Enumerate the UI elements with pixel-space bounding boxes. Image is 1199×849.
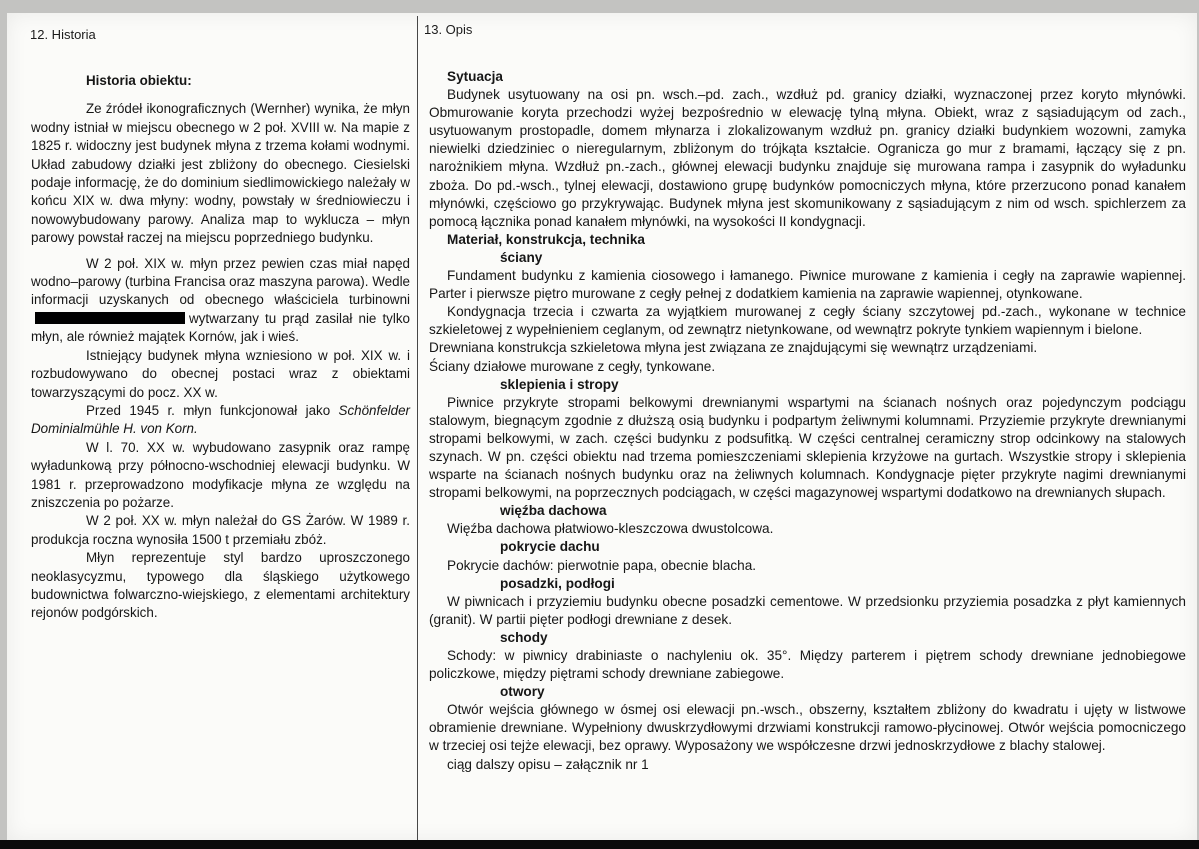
history-paragraph-4: [31, 402, 410, 439]
history-paragraph-7: Młyn reprezentuje styl bardzo uproszczonego neoklasycyzmu, typowego dla śląskiego użytkowego budownictwa folwarczno-wiejskiego, z elementami architektury rejonów podgórskich.: [31, 550, 410, 621]
page-number-right: 13. Opis: [424, 22, 473, 37]
paragraph-sytuacja: Budynek usytuowany na osi pn. wsch.–pd. zach., wzdłuż pd. granicy działki, wyznaczonej przez koryto młynówki. Obmurowanie koryta przechodzi wyżej bezpośrednio w elewację tylną młyna. Obiekt, wraz z sąsiadującym od zach., usytuowanym prostopadle, domem młynarza i zlokalizowanym wzdłuż pn. granicy działki budynkiem wozowni, zamyka niewielki dziedziniec o nieregularnym, zbliżonym do trójkąta kształcie. Ogranicza go mur z bramami, łączący się z pn. narożnikiem młyna. Wzdłuż pn.-zach., głównej elewacji budynku znajduje się murowana rampa i zasypnik do wyładunku zboża. Do pd.-wsch., tylnej elewacji, dostawiono grupę budynków pomocniczych młyna, które przerzucono ponad kanałem młynówki, częściowo go przykrywając. Budynek młyna jest skomunikowany z sąsiadującym z nim od wsch. spichlerzem za pomocą łącznika ponad kanałem młynówki, na wysokości II kondygnacji.: [429, 87, 1186, 229]
history-paragraph-2: [31, 255, 410, 347]
paragraph-posadzki: W piwnicach i przyziemiu budynku obecne posadzki cementowe. W przedsionku przyziemia posadzka z płyt kamiennych (granit). W partii pięter podłogi drewniane z desek.: [429, 593, 1186, 627]
paragraph-otwory: Otwór wejścia głównego w ósmej osi elewacji pn.-wsch., obszerny, kształtem zbliżony do kwadratu i ujęty w listwowe obramienie drewniane. Wypełniony dwuskrzydłowymi drzwiami konstrukcji ramowo-płycinowej. Otwór wejścia pomocniczego w trzeciej osi tejże elewacji, bez oprawy. Wyposażony we współczesne drzwi jednoskrzydłowe z blachy stalowej.: [429, 702, 1186, 754]
paragraph-sklepienia: Piwnice przykryte stropami belkowymi drewnianymi wspartymi na ścianach nośnych oraz pojedynczym podciągu stalowym, biegnącym zgodnie z dłuższą osią budynku i podpartym żeliwnymi kolumnami. Przyziemie przykryte drewnianymi stropami belkowymi, w zach. części budynku z podsufitką. W części centralnej ceramiczny strop odcinkowy na stalowych szynach. W pn. części obiektu nad trzema pomieszczeniami sklepienia krzyżowe na gurtach. Wszystkie stropy i sklepienia wsparte na ścianach nośnych budynku oraz na żeliwnych kolumnach. Kondygnacje pięter przykryte nagimi drewnianymi stropami belkowymi, na poprzecznych podciągach, w części magazynowej wspartymi dodatkowo na drewnianych słupach.: [429, 394, 1186, 501]
paragraph-pokrycie: Pokrycie dachów: pierwotnie papa, obecnie blacha.: [447, 557, 757, 573]
subheading-posadzki: posadzki, podłogi: [500, 575, 615, 591]
history-column: [31, 72, 410, 623]
history-paragraph-6: W 2 poł. XX w. młyn należał do GS Żarów. W 1989 r. produkcja roczna wynosiła 1500 t przemiału zbóż.: [31, 513, 410, 547]
history-paragraph-1: Ze źródeł ikonograficznych (Wernher) wynika, że młyn wodny istniał w miejscu obecnego w 2 poł. XVIII w. Na mapie z 1825 r. widoczny jest budynek młyna z trzema kołami wodnymi. Układ zabudowy działki jest zbliżony do obecnego. Ciesielski podaje informację, że do dominium siedlimowickiego należały w końcu XIX w. dwa młyny: wodny, powstały w średniowieczu i nowowybudowany parowy. Analiza map to wyklucza – młyn parowy powstał raczej na miejscu poprzedniego budynku.: [31, 101, 410, 246]
column-divider-line: [417, 16, 418, 840]
history-paragraph-3: Istniejący budynek młyna wzniesiono w poł. XIX w. i rozbudowywano do obecnej postaci wraz z obiektami towarzyszącymi do pocz. XX w.: [31, 347, 410, 400]
paragraph-sciany-4: Ściany działowe murowane z cegły, tynkowane.: [429, 358, 716, 374]
subheading-sklepienia: sklepienia i stropy: [500, 376, 619, 392]
history-paragraph-5: W l. 70. XX w. wybudowano zasypnik oraz rampę wyładunkową przy północno-wschodniej elewacji budynku. W 1981 r. przeprowadzono modyfikacje młyna ze względu na zniszczenia po pożarze.: [31, 439, 410, 510]
section-heading-sytuacja: Sytuacja: [447, 69, 503, 84]
paragraph-sciany-3: Drewniana konstrukcja szkieletowa młyna jest związana ze znajdującymi się wewnątrz urządzeniami.: [429, 340, 1038, 356]
subheading-wiezba: więźba dachowa: [500, 503, 607, 519]
mill-name-italic: Schönfelder Dominialmühle H. von Korn.: [31, 402, 410, 437]
subheading-otwory: otwory: [500, 684, 545, 700]
subheading-pokrycie: pokrycie dachu: [500, 539, 600, 555]
paragraph-schody: Schody: w piwnicy drabiniaste o nachyleniu ok. 35°. Między parterem i piętrem schody drewniane jednobiegowe policzkowe, między piętrami schody drewniane zabiegowe.: [429, 648, 1186, 682]
text-run: Przed 1945 r. młyn funkcjonował jako: [86, 402, 339, 418]
text-run: W 2 poł. XIX w. młyn przez pewien czas miał napęd wodno–parowy (turbina Francisa oraz maszyna parowa). Wedle informacji uzyskanych od obecnego właściciela turbinowni: [31, 255, 410, 308]
history-title: Historia obiektu:: [86, 73, 192, 88]
redaction-bar: [35, 312, 185, 324]
subheading-schody: schody: [500, 629, 548, 645]
page-number-left: 12. Historia: [30, 27, 96, 42]
paragraph-sciany-2: Kondygnacja trzecia i czwarta za wyjątkiem murowanej z cegły ściany szczytowej pd.-zach., wykonane w technice szkieletowej z wypełnieniem ceglanym, od zewnątrz nietynkowane, od wewnątrz pokryte tynkiem wapiennym i bielone.: [429, 304, 1186, 338]
text-run: wytwarzany tu prąd zasilał nie tylko młyn, ale również majątek Kornów, jak i wieś.: [31, 310, 410, 345]
footer-note: ciąg dalszy opisu – załącznik nr 1: [447, 756, 649, 772]
subheading-sciany: ściany: [500, 249, 543, 265]
paragraph-sciany-1: Fundament budynku z kamienia ciosowego i łamanego. Piwnice murowane z kamienia i cegły na zaprawie wapiennej. Parter i pierwsze piętro murowane z cegły pełnej z dodatkiem kamienia na zaprawie wapiennej, otynkowane.: [429, 268, 1186, 302]
paragraph-wiezba: Więźba dachowa płatwiowo-kleszczowa dwustolcowa.: [447, 521, 774, 537]
description-column: [429, 68, 1186, 774]
section-heading-material: Materiał, konstrukcja, technika: [447, 231, 645, 247]
scan-bottom-edge: [0, 840, 1199, 849]
